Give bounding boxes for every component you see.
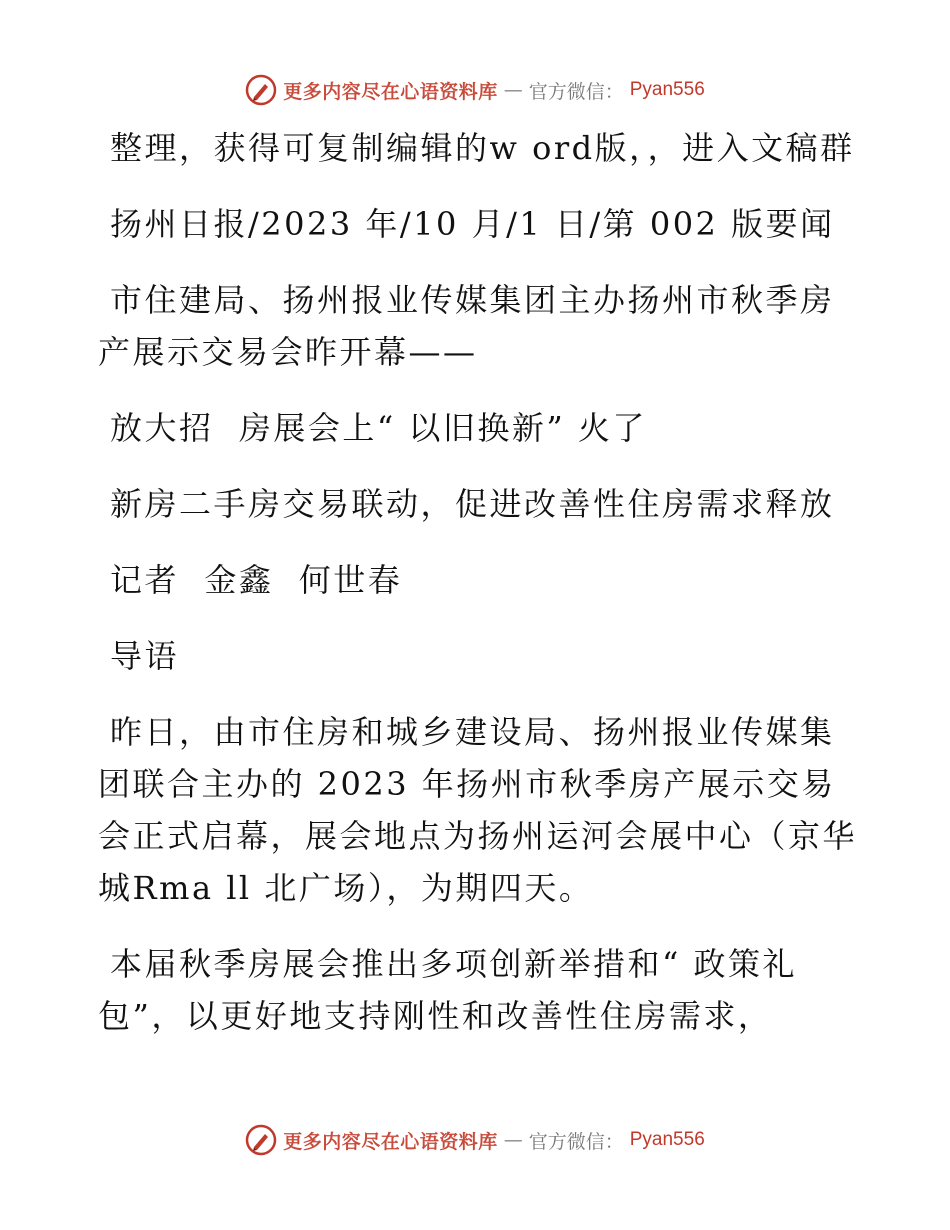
paragraph-intro: 整理，获得可复制编辑的w ord版，，进入文稿群 xyxy=(110,129,855,167)
header-banner xyxy=(0,72,950,108)
paragraph-section-label: 导语 xyxy=(110,637,180,675)
banner-text: 更多内容尽在心语资料库 xyxy=(283,80,498,103)
paragraph-headline-lead: 市住建局、扬州报业传媒集团主办扬州市秋季房产展示交易会昨开幕—— xyxy=(98,281,835,371)
footer-banner xyxy=(0,1122,950,1158)
paragraph-source: 扬州日报/2023 年/10 月/1 日/第 002 版要闻 xyxy=(110,205,835,243)
paragraph-byline: 记者 金鑫 何世春 xyxy=(110,561,403,599)
banner-text: 更多内容尽在心语资料库 xyxy=(283,1130,498,1153)
paragraph-subheadline: 新房二手房交易联动，促进改善性住房需求释放 xyxy=(110,485,835,523)
banner-wechat-id: Pyan556 xyxy=(629,1129,705,1150)
paragraph-body-1: 昨日，由市住房和城乡建设局、扬州报业传媒集团联合主办的 2023 年扬州市秋季房产展示交易会正式启幕，展会地点为扬州运河会展中心（京华城Rma ll 北广场），为期四天。 xyxy=(98,713,858,907)
banner-wechat-label: 官方微信： xyxy=(528,1130,624,1153)
banner-dash: — xyxy=(503,1129,523,1151)
banner-wechat-id: Pyan556 xyxy=(629,79,705,100)
paragraph-body-2: 本届秋季房展会推出多项创新举措和“ 政策礼包”，以更好地支持刚性和改善性住房需求， xyxy=(98,945,798,1035)
banner-dash: — xyxy=(503,79,523,101)
banner-wechat-label: 官方微信： xyxy=(528,80,624,103)
pen-icon xyxy=(245,1124,277,1156)
pen-icon xyxy=(245,74,277,106)
document-body xyxy=(98,122,858,1066)
paragraph-headline: 放大招 房展会上“ 以旧换新” 火了 xyxy=(110,409,647,447)
